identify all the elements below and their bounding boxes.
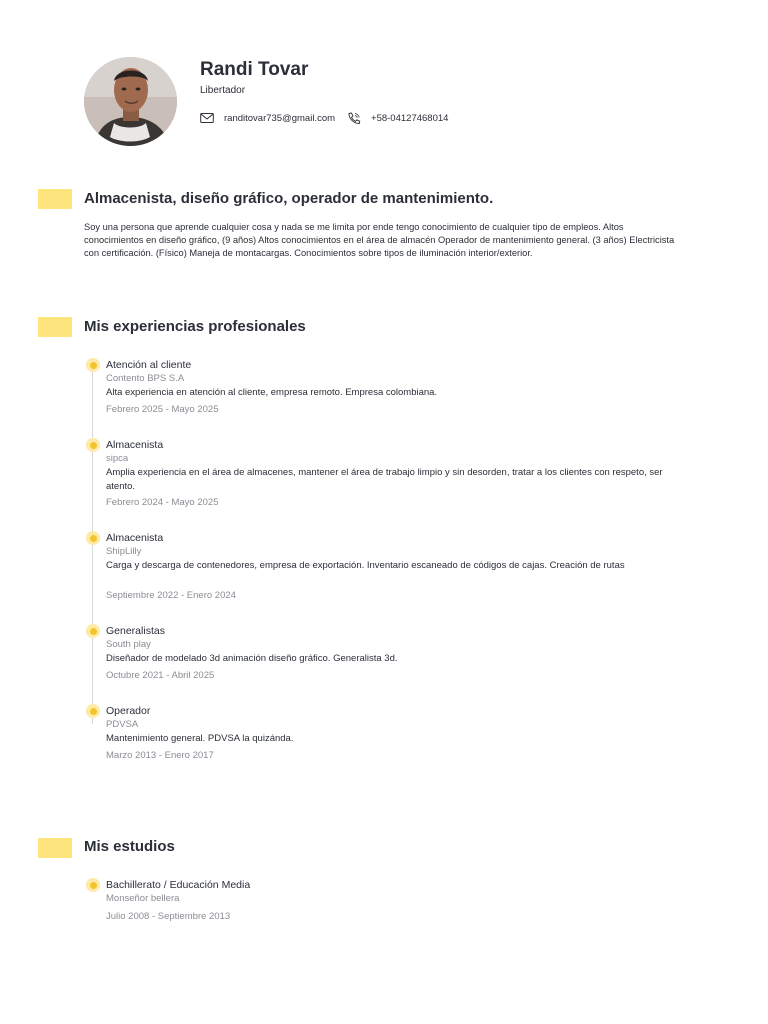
job-description: Carga y descarga de contenedores, empresa de exportación. Inventario escaneado de códigos de cajas. Creación de rutas bbox=[106, 560, 625, 571]
section-accent-bar bbox=[38, 838, 72, 858]
experience-item bbox=[84, 704, 684, 764]
job-company: sipca bbox=[106, 453, 129, 464]
job-dates: Septiembre 2022 - Enero 2024 bbox=[106, 590, 236, 601]
education-item bbox=[84, 878, 684, 928]
job-title: Operador bbox=[106, 705, 151, 717]
contact-email[interactable]: randitovar735@gmail.com bbox=[224, 112, 336, 124]
section-accent-bar bbox=[38, 189, 72, 209]
job-title: Almacenista bbox=[106, 439, 164, 451]
candidate-name: Randi Tovar bbox=[200, 59, 309, 80]
experience-item bbox=[84, 531, 684, 605]
summary-title: Almacenista, diseño gráfico, operador de mantenimiento. bbox=[84, 190, 494, 207]
profile-header bbox=[84, 57, 724, 147]
education-title: Mis estudios bbox=[84, 838, 175, 855]
job-title: Atención al cliente bbox=[106, 359, 192, 371]
experience-title: Mis experiencias profesionales bbox=[84, 318, 306, 335]
avatar bbox=[84, 57, 177, 146]
avatar-photo bbox=[84, 57, 177, 146]
degree-title: Bachillerato / Educación Media bbox=[106, 879, 251, 891]
timeline-dot bbox=[86, 438, 100, 452]
job-company: ShipLilly bbox=[106, 546, 142, 557]
timeline-dot bbox=[86, 704, 100, 718]
summary-text: Soy una persona que aprende cualquier cosa y nada se me limita por ende tengo conocimiento de cualquier tipo de empleos. Altos conocimientos en diseño gráfico, (9 años) Altos conocimientos en el área de almacén Operador de mantenimiento general. (3 años) Electricista con certificación. (Físico) Maneja de montacargas. Conocimientos sobre tipos de iluminación interior/exterior. bbox=[84, 222, 675, 258]
job-description: Alta experiencia en atención al cliente, empresa remoto. Empresa colombiana. bbox=[106, 387, 438, 398]
school-name: Monseñor bellera bbox=[106, 893, 180, 904]
job-company: PDVSA bbox=[106, 719, 139, 730]
job-dates: Febrero 2025 - Mayo 2025 bbox=[106, 404, 219, 415]
job-title: Almacenista bbox=[106, 532, 164, 544]
experience-item bbox=[84, 358, 684, 418]
contact-phone[interactable]: +58-04127468014 bbox=[371, 112, 449, 124]
experience-item bbox=[84, 624, 684, 684]
job-dates: Febrero 2024 - Mayo 2025 bbox=[106, 497, 219, 508]
job-title: Generalistas bbox=[106, 625, 165, 637]
job-description: Amplia experiencia en el área de almacenes, mantener el área de trabajo limpio y sin desorden, tratar a los clientes con respeto, ser atento. bbox=[106, 467, 663, 492]
timeline-dot bbox=[86, 358, 100, 372]
timeline-dot bbox=[86, 624, 100, 638]
job-description: Mantenimiento general. PDVSA la quizánda. bbox=[106, 733, 294, 744]
candidate-location: Libertador bbox=[200, 85, 246, 96]
job-dates: Marzo 2013 - Enero 2017 bbox=[106, 750, 214, 761]
contact-info bbox=[200, 112, 448, 124]
phone-icon bbox=[347, 112, 361, 124]
job-dates: Octubre 2021 - Abril 2025 bbox=[106, 670, 215, 681]
timeline-dot bbox=[86, 878, 100, 892]
study-dates: Julio 2008 - Septiembre 2013 bbox=[106, 911, 231, 922]
mail-icon bbox=[200, 112, 214, 124]
section-accent-bar bbox=[38, 317, 72, 337]
timeline-dot bbox=[86, 531, 100, 545]
job-company: Contento BPS S.A bbox=[106, 373, 185, 384]
job-company: South play bbox=[106, 639, 151, 650]
job-description: Diseñador de modelado 3d animación diseño gráfico. Generalista 3d. bbox=[106, 653, 398, 664]
experience-item bbox=[84, 438, 684, 512]
